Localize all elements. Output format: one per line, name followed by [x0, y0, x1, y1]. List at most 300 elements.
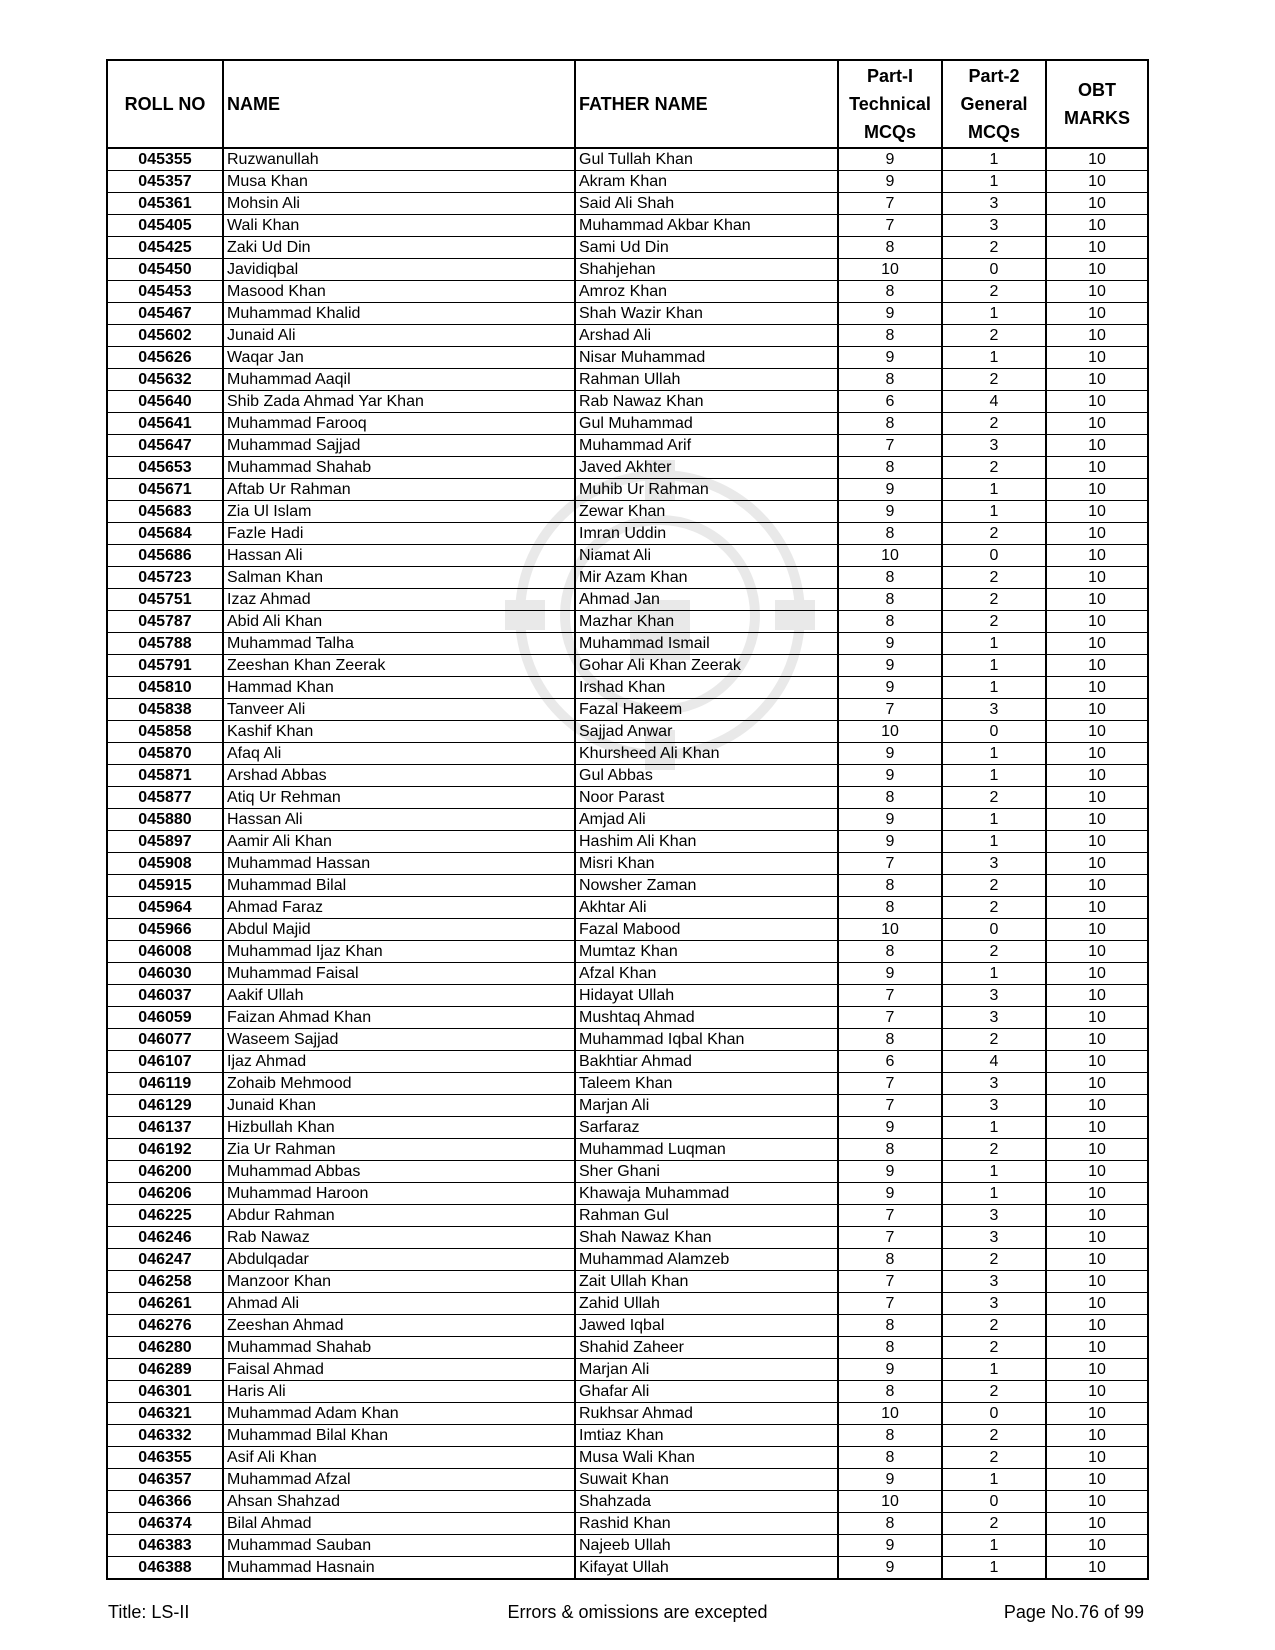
table-row — [107, 237, 1148, 259]
obt-marks-cell: 10 — [1046, 941, 1148, 963]
name-cell: Aamir Ali Khan — [223, 831, 575, 853]
name-cell: Abdulqadar — [223, 1249, 575, 1271]
obt-marks-cell: 10 — [1046, 1491, 1148, 1513]
father-name-cell: Shahjehan — [575, 259, 838, 281]
name-cell: Muhammad Khalid — [223, 303, 575, 325]
table-row — [107, 1557, 1148, 1580]
roll-no-cell: 046030 — [107, 963, 223, 985]
father-name-cell: Suwait Khan — [575, 1469, 838, 1491]
part1-score-cell: 8 — [838, 1249, 942, 1271]
name-cell: Muhammad Aaqil — [223, 369, 575, 391]
table-row — [107, 1491, 1148, 1513]
part1-score-cell: 8 — [838, 1315, 942, 1337]
obt-marks-cell: 10 — [1046, 1029, 1148, 1051]
father-name-cell: Nowsher Zaman — [575, 875, 838, 897]
obt-marks-cell: 10 — [1046, 1381, 1148, 1403]
part2-score-cell: 1 — [942, 831, 1046, 853]
part2-score-cell: 1 — [942, 1117, 1046, 1139]
table-row — [107, 1117, 1148, 1139]
part2-score-cell: 3 — [942, 1293, 1046, 1315]
roll-no-cell: 046280 — [107, 1337, 223, 1359]
father-name-cell: Shah Wazir Khan — [575, 303, 838, 325]
name-cell: Javidiqbal — [223, 259, 575, 281]
table-row — [107, 677, 1148, 699]
header-part1-line3: MCQs — [863, 122, 916, 142]
roll-no-cell: 045653 — [107, 457, 223, 479]
table-row — [107, 1139, 1148, 1161]
table-row — [107, 1051, 1148, 1073]
name-cell: Waseem Sajjad — [223, 1029, 575, 1051]
name-cell: Ahsan Shahzad — [223, 1491, 575, 1513]
part1-score-cell: 7 — [838, 985, 942, 1007]
part1-score-cell: 8 — [838, 413, 942, 435]
obt-marks-cell: 10 — [1046, 1447, 1148, 1469]
obt-marks-cell: 10 — [1046, 787, 1148, 809]
part1-score-cell: 9 — [838, 1469, 942, 1491]
part2-score-cell: 2 — [942, 369, 1046, 391]
father-name-cell: Hashim Ali Khan — [575, 831, 838, 853]
part2-score-cell: 2 — [942, 567, 1046, 589]
father-name-cell: Shahid Zaheer — [575, 1337, 838, 1359]
header-obt-line1: OBT — [1078, 80, 1116, 100]
obt-marks-cell: 10 — [1046, 523, 1148, 545]
name-cell: Tanveer Ali — [223, 699, 575, 721]
table-row — [107, 1205, 1148, 1227]
table-row — [107, 1293, 1148, 1315]
table-row — [107, 1425, 1148, 1447]
roll-no-cell: 045858 — [107, 721, 223, 743]
part2-score-cell: 2 — [942, 523, 1046, 545]
roll-no-cell: 045810 — [107, 677, 223, 699]
roll-no-cell: 046192 — [107, 1139, 223, 1161]
part2-score-cell: 0 — [942, 545, 1046, 567]
part2-score-cell: 3 — [942, 215, 1046, 237]
part2-score-cell: 4 — [942, 391, 1046, 413]
table-header — [107, 60, 1148, 148]
name-cell: Muhammad Afzal — [223, 1469, 575, 1491]
name-cell: Muhammad Farooq — [223, 413, 575, 435]
table-row — [107, 1447, 1148, 1469]
obt-marks-cell: 10 — [1046, 1095, 1148, 1117]
father-name-cell: Gohar Ali Khan Zeerak — [575, 655, 838, 677]
father-name-cell: Muhammad Luqman — [575, 1139, 838, 1161]
table-row — [107, 831, 1148, 853]
obt-marks-cell: 10 — [1046, 237, 1148, 259]
part1-score-cell: 10 — [838, 545, 942, 567]
obt-marks-cell: 10 — [1046, 1271, 1148, 1293]
part2-score-cell: 0 — [942, 721, 1046, 743]
table-row — [107, 1161, 1148, 1183]
father-name-cell: Niamat Ali — [575, 545, 838, 567]
father-name-cell: Muhammad Arif — [575, 435, 838, 457]
father-name-cell: Najeeb Ullah — [575, 1535, 838, 1557]
father-name-cell: Zahid Ullah — [575, 1293, 838, 1315]
name-cell: Muhammad Sajjad — [223, 435, 575, 457]
roll-no-cell: 046206 — [107, 1183, 223, 1205]
roll-no-cell: 045788 — [107, 633, 223, 655]
table-row — [107, 743, 1148, 765]
table-row — [107, 853, 1148, 875]
father-name-cell: Musa Wali Khan — [575, 1447, 838, 1469]
obt-marks-cell: 10 — [1046, 897, 1148, 919]
table-row — [107, 259, 1148, 281]
roll-no-cell: 045686 — [107, 545, 223, 567]
name-cell: Musa Khan — [223, 171, 575, 193]
father-name-cell: Ghafar Ali — [575, 1381, 838, 1403]
roll-no-cell: 045647 — [107, 435, 223, 457]
roll-no-cell: 046357 — [107, 1469, 223, 1491]
table-row — [107, 303, 1148, 325]
part1-score-cell: 8 — [838, 1029, 942, 1051]
name-cell: Muhammad Sauban — [223, 1535, 575, 1557]
roll-no-cell: 045640 — [107, 391, 223, 413]
part2-score-cell: 3 — [942, 1271, 1046, 1293]
name-cell: Shib Zada Ahmad Yar Khan — [223, 391, 575, 413]
name-cell: Asif Ali Khan — [223, 1447, 575, 1469]
father-name-cell: Said Ali Shah — [575, 193, 838, 215]
table-row — [107, 545, 1148, 567]
obt-marks-cell: 10 — [1046, 1161, 1148, 1183]
father-name-cell: Mazhar Khan — [575, 611, 838, 633]
obt-marks-cell: 10 — [1046, 765, 1148, 787]
father-name-cell: Muhib Ur Rahman — [575, 479, 838, 501]
table-row — [107, 1183, 1148, 1205]
part1-score-cell: 9 — [838, 303, 942, 325]
name-cell: Ijaz Ahmad — [223, 1051, 575, 1073]
name-cell: Zohaib Mehmood — [223, 1073, 575, 1095]
name-cell: Fazle Hadi — [223, 523, 575, 545]
part2-score-cell: 1 — [942, 303, 1046, 325]
part2-score-cell: 2 — [942, 1315, 1046, 1337]
table-row — [107, 215, 1148, 237]
name-cell: Bilal Ahmad — [223, 1513, 575, 1535]
obt-marks-cell: 10 — [1046, 1249, 1148, 1271]
obt-marks-cell: 10 — [1046, 545, 1148, 567]
name-cell: Muhammad Ijaz Khan — [223, 941, 575, 963]
father-name-cell: Sher Ghani — [575, 1161, 838, 1183]
name-cell: Muhammad Bilal — [223, 875, 575, 897]
part1-score-cell: 8 — [838, 941, 942, 963]
part2-score-cell: 3 — [942, 1095, 1046, 1117]
table-row — [107, 1381, 1148, 1403]
roll-no-cell: 045964 — [107, 897, 223, 919]
table-row — [107, 787, 1148, 809]
name-cell: Zia Ur Rahman — [223, 1139, 575, 1161]
part2-score-cell: 1 — [942, 148, 1046, 171]
part2-score-cell: 1 — [942, 1161, 1046, 1183]
table-row — [107, 1007, 1148, 1029]
obt-marks-cell: 10 — [1046, 1139, 1148, 1161]
roll-no-cell: 045450 — [107, 259, 223, 281]
part1-score-cell: 8 — [838, 611, 942, 633]
part2-score-cell: 2 — [942, 1029, 1046, 1051]
father-name-cell: Muhammad Iqbal Khan — [575, 1029, 838, 1051]
name-cell: Afaq Ali — [223, 743, 575, 765]
roll-no-cell: 045897 — [107, 831, 223, 853]
part2-score-cell: 2 — [942, 457, 1046, 479]
part1-score-cell: 8 — [838, 457, 942, 479]
part1-score-cell: 8 — [838, 1139, 942, 1161]
roll-no-cell: 045908 — [107, 853, 223, 875]
part2-score-cell: 1 — [942, 655, 1046, 677]
father-name-cell: Fazal Mabood — [575, 919, 838, 941]
table-row — [107, 809, 1148, 831]
part1-score-cell: 8 — [838, 787, 942, 809]
part1-score-cell: 10 — [838, 259, 942, 281]
name-cell: Zia Ul Islam — [223, 501, 575, 523]
part1-score-cell: 8 — [838, 589, 942, 611]
part1-score-cell: 9 — [838, 743, 942, 765]
part1-score-cell: 8 — [838, 523, 942, 545]
part1-score-cell: 7 — [838, 193, 942, 215]
roll-no-cell: 045787 — [107, 611, 223, 633]
part1-score-cell: 7 — [838, 1007, 942, 1029]
obt-marks-cell: 10 — [1046, 633, 1148, 655]
father-name-cell: Hidayat Ullah — [575, 985, 838, 1007]
father-name-cell: Mushtaq Ahmad — [575, 1007, 838, 1029]
obt-marks-cell: 10 — [1046, 1535, 1148, 1557]
roll-no-cell: 046366 — [107, 1491, 223, 1513]
father-name-cell: Marjan Ali — [575, 1359, 838, 1381]
father-name-cell: Akhtar Ali — [575, 897, 838, 919]
part1-score-cell: 8 — [838, 875, 942, 897]
part2-score-cell: 2 — [942, 941, 1046, 963]
table-body — [107, 148, 1148, 1579]
obt-marks-cell: 10 — [1046, 1183, 1148, 1205]
part2-score-cell: 1 — [942, 1469, 1046, 1491]
part2-score-cell: 1 — [942, 677, 1046, 699]
roll-no-cell: 046059 — [107, 1007, 223, 1029]
part1-score-cell: 8 — [838, 1425, 942, 1447]
part1-score-cell: 9 — [838, 1535, 942, 1557]
roll-no-cell: 046355 — [107, 1447, 223, 1469]
obt-marks-cell: 10 — [1046, 148, 1148, 171]
header-part2-general — [942, 60, 1046, 148]
part1-score-cell: 8 — [838, 369, 942, 391]
father-name-cell: Marjan Ali — [575, 1095, 838, 1117]
table-row — [107, 655, 1148, 677]
father-name-cell: Arshad Ali — [575, 325, 838, 347]
table-row — [107, 567, 1148, 589]
part1-score-cell: 7 — [838, 215, 942, 237]
roll-no-cell: 046301 — [107, 1381, 223, 1403]
roll-no-cell: 045602 — [107, 325, 223, 347]
obt-marks-cell: 10 — [1046, 1337, 1148, 1359]
name-cell: Junaid Ali — [223, 325, 575, 347]
part1-score-cell: 8 — [838, 1513, 942, 1535]
part2-score-cell: 1 — [942, 501, 1046, 523]
table-row — [107, 171, 1148, 193]
name-cell: Waqar Jan — [223, 347, 575, 369]
part2-score-cell: 3 — [942, 853, 1046, 875]
name-cell: Masood Khan — [223, 281, 575, 303]
name-cell: Muhammad Shahab — [223, 1337, 575, 1359]
obt-marks-cell: 10 — [1046, 281, 1148, 303]
name-cell: Faisal Ahmad — [223, 1359, 575, 1381]
part2-score-cell: 1 — [942, 1535, 1046, 1557]
table-row — [107, 1337, 1148, 1359]
table-row — [107, 501, 1148, 523]
obt-marks-cell: 10 — [1046, 589, 1148, 611]
name-cell: Zeeshan Khan Zeerak — [223, 655, 575, 677]
header-part2-line1: Part-2 — [968, 66, 1020, 86]
obt-marks-cell: 10 — [1046, 831, 1148, 853]
obt-marks-cell: 10 — [1046, 303, 1148, 325]
father-name-cell: Gul Tullah Khan — [575, 148, 838, 171]
roll-no-cell: 046119 — [107, 1073, 223, 1095]
table-row — [107, 479, 1148, 501]
obt-marks-cell: 10 — [1046, 1557, 1148, 1580]
table-row — [107, 1469, 1148, 1491]
obt-marks-cell: 10 — [1046, 215, 1148, 237]
part1-score-cell: 9 — [838, 1117, 942, 1139]
footer-notice: Errors & omissions are excepted — [507, 1602, 768, 1622]
part1-score-cell: 7 — [838, 853, 942, 875]
part2-score-cell: 3 — [942, 1007, 1046, 1029]
part1-score-cell: 9 — [838, 1183, 942, 1205]
table-row — [107, 413, 1148, 435]
roll-no-cell: 046225 — [107, 1205, 223, 1227]
father-name-cell: Mir Azam Khan — [575, 567, 838, 589]
father-name-cell: Shahzada — [575, 1491, 838, 1513]
obt-marks-cell: 10 — [1046, 1227, 1148, 1249]
father-name-cell: Misri Khan — [575, 853, 838, 875]
part2-score-cell: 2 — [942, 1447, 1046, 1469]
header-father-name: FATHER NAME — [575, 60, 838, 148]
name-cell: Faizan Ahmad Khan — [223, 1007, 575, 1029]
obt-marks-cell: 10 — [1046, 435, 1148, 457]
father-name-cell: Gul Muhammad — [575, 413, 838, 435]
results-table — [106, 59, 1149, 1580]
obt-marks-cell: 10 — [1046, 875, 1148, 897]
obt-marks-cell: 10 — [1046, 853, 1148, 875]
header-obt-line2: MARKS — [1064, 108, 1130, 128]
father-name-cell: Imtiaz Khan — [575, 1425, 838, 1447]
part2-score-cell: 2 — [942, 897, 1046, 919]
part2-score-cell: 0 — [942, 919, 1046, 941]
father-name-cell: Jawed Iqbal — [575, 1315, 838, 1337]
name-cell: Ruzwanullah — [223, 148, 575, 171]
part2-score-cell: 2 — [942, 413, 1046, 435]
name-cell: Mohsin Ali — [223, 193, 575, 215]
roll-no-cell: 045791 — [107, 655, 223, 677]
part2-score-cell: 2 — [942, 237, 1046, 259]
table-row — [107, 611, 1148, 633]
table-row — [107, 897, 1148, 919]
part2-score-cell: 0 — [942, 1491, 1046, 1513]
obt-marks-cell: 10 — [1046, 655, 1148, 677]
roll-no-cell: 045871 — [107, 765, 223, 787]
part2-score-cell: 2 — [942, 1337, 1046, 1359]
part1-score-cell: 7 — [838, 1205, 942, 1227]
roll-no-cell: 045425 — [107, 237, 223, 259]
obt-marks-cell: 10 — [1046, 1359, 1148, 1381]
part1-score-cell: 9 — [838, 1161, 942, 1183]
name-cell: Aakif Ullah — [223, 985, 575, 1007]
roll-no-cell: 045877 — [107, 787, 223, 809]
roll-no-cell: 045626 — [107, 347, 223, 369]
name-cell: Hizbullah Khan — [223, 1117, 575, 1139]
table-row — [107, 148, 1148, 171]
part1-score-cell: 7 — [838, 1271, 942, 1293]
name-cell: Abid Ali Khan — [223, 611, 575, 633]
header-roll-no: ROLL NO — [107, 60, 223, 148]
table-row — [107, 1513, 1148, 1535]
table-row — [107, 1227, 1148, 1249]
part2-score-cell: 3 — [942, 985, 1046, 1007]
part1-score-cell: 9 — [838, 765, 942, 787]
father-name-cell: Amjad Ali — [575, 809, 838, 831]
father-name-cell: Bakhtiar Ahmad — [575, 1051, 838, 1073]
roll-no-cell: 046129 — [107, 1095, 223, 1117]
name-cell: Manzoor Khan — [223, 1271, 575, 1293]
obt-marks-cell: 10 — [1046, 677, 1148, 699]
name-cell: Kashif Khan — [223, 721, 575, 743]
header-obt-marks — [1046, 60, 1148, 148]
part2-score-cell: 1 — [942, 1359, 1046, 1381]
obt-marks-cell: 10 — [1046, 171, 1148, 193]
father-name-cell: Zait Ullah Khan — [575, 1271, 838, 1293]
name-cell: Arshad Abbas — [223, 765, 575, 787]
father-name-cell: Fazal Hakeem — [575, 699, 838, 721]
obt-marks-cell: 10 — [1046, 413, 1148, 435]
header-part1-line2: Technical — [849, 94, 931, 114]
obt-marks-cell: 10 — [1046, 1073, 1148, 1095]
father-name-cell: Rahman Gul — [575, 1205, 838, 1227]
part1-score-cell: 9 — [838, 501, 942, 523]
roll-no-cell: 045838 — [107, 699, 223, 721]
roll-no-cell: 045632 — [107, 369, 223, 391]
obt-marks-cell: 10 — [1046, 1425, 1148, 1447]
obt-marks-cell: 10 — [1046, 1007, 1148, 1029]
name-cell: Muhammad Hassan — [223, 853, 575, 875]
footer-title: Title: LS-II — [108, 1602, 190, 1622]
obt-marks-cell: 10 — [1046, 1469, 1148, 1491]
part1-score-cell: 8 — [838, 1381, 942, 1403]
part1-score-cell: 10 — [838, 1491, 942, 1513]
father-name-cell: Rukhsar Ahmad — [575, 1403, 838, 1425]
name-cell: Ahmad Faraz — [223, 897, 575, 919]
table-row — [107, 523, 1148, 545]
father-name-cell: Nisar Muhammad — [575, 347, 838, 369]
name-cell: Haris Ali — [223, 1381, 575, 1403]
header-part1-technical — [838, 60, 942, 148]
part1-score-cell: 9 — [838, 831, 942, 853]
table-row — [107, 435, 1148, 457]
table-row — [107, 1095, 1148, 1117]
roll-no-cell: 045683 — [107, 501, 223, 523]
table-row — [107, 457, 1148, 479]
table-row — [107, 963, 1148, 985]
part1-score-cell: 8 — [838, 897, 942, 919]
name-cell: Muhammad Faisal — [223, 963, 575, 985]
obt-marks-cell: 10 — [1046, 699, 1148, 721]
name-cell: Muhammad Hasnain — [223, 1557, 575, 1580]
part1-score-cell: 9 — [838, 677, 942, 699]
part2-score-cell: 1 — [942, 171, 1046, 193]
obt-marks-cell: 10 — [1046, 1403, 1148, 1425]
name-cell: Muhammad Bilal Khan — [223, 1425, 575, 1447]
part1-score-cell: 8 — [838, 281, 942, 303]
name-cell: Izaz Ahmad — [223, 589, 575, 611]
roll-no-cell: 046107 — [107, 1051, 223, 1073]
part2-score-cell: 2 — [942, 589, 1046, 611]
table-row — [107, 1359, 1148, 1381]
part1-score-cell: 9 — [838, 1557, 942, 1580]
roll-no-cell: 045723 — [107, 567, 223, 589]
obt-marks-cell: 10 — [1046, 1117, 1148, 1139]
obt-marks-cell: 10 — [1046, 479, 1148, 501]
